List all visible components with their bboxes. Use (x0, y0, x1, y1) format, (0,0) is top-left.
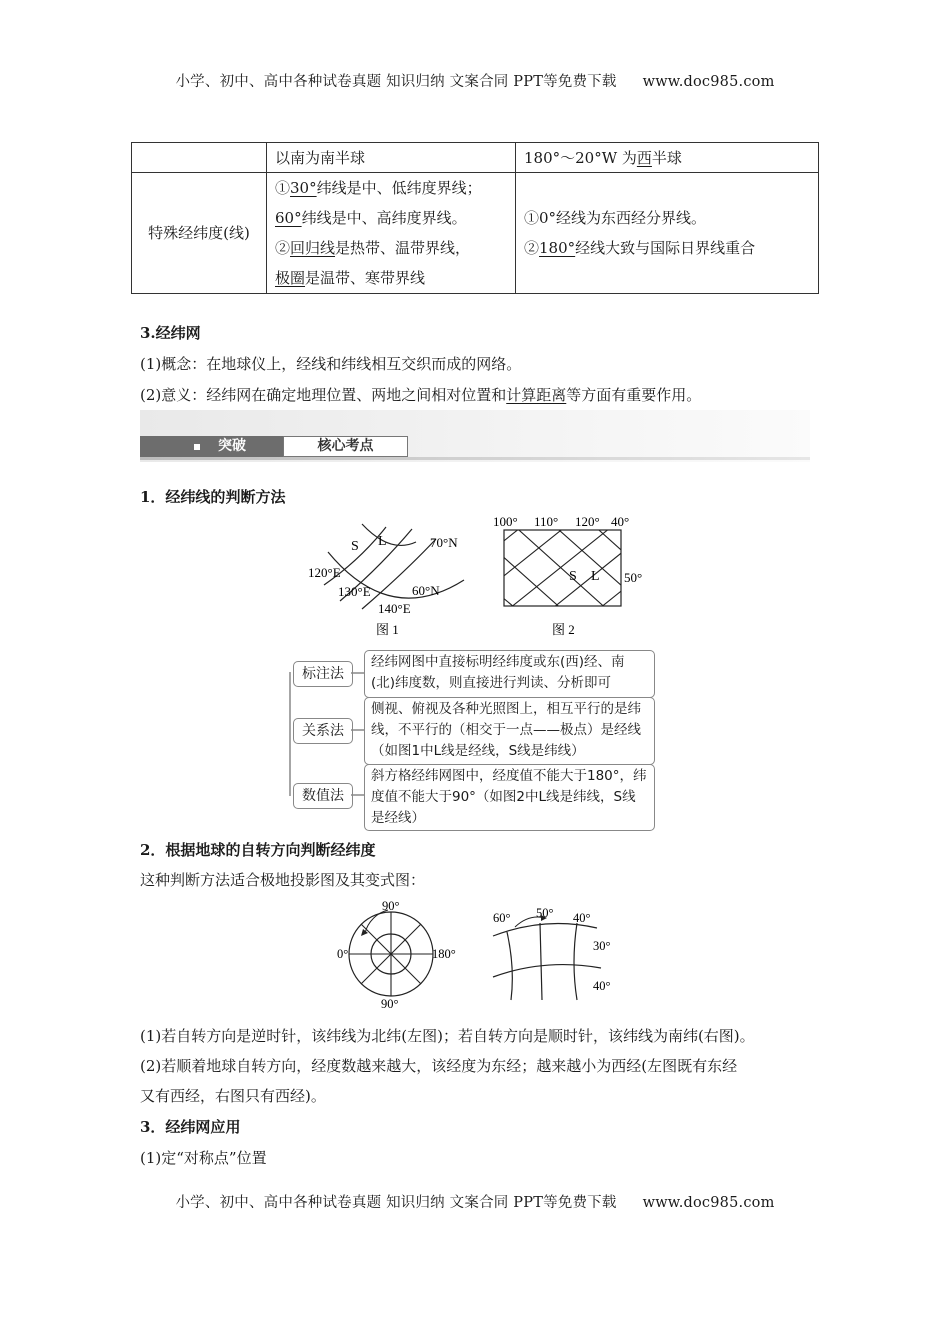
underlined-text: 极圈 (275, 269, 306, 287)
fig1-label: S (351, 539, 359, 554)
meridian-line (507, 932, 512, 1000)
paragraph: (1)概念：在地球仪上，经线和纬线相互交织而成的网络。 (140, 355, 522, 373)
table-cell (516, 173, 819, 294)
fig1-label: 120°E (308, 565, 341, 580)
banner-stripe (140, 457, 810, 460)
fig1-label: 140°E (378, 601, 411, 616)
grid-figure (485, 898, 625, 1003)
polar-label: 0° (337, 947, 349, 961)
cell-text: 纬线是中、高纬度界线。 (301, 209, 467, 227)
fig2-line (490, 587, 520, 612)
fig2-line (595, 584, 630, 612)
method-label: 标注法 (293, 661, 353, 687)
cell-text: 半球 (651, 149, 682, 167)
underlined-text: 回归线 (290, 239, 336, 257)
footer-site: www.doc985.com (642, 1195, 775, 1211)
section-banner (140, 410, 810, 462)
underlined-text: 180° (539, 239, 576, 257)
cell-text: 以南为南半球 (275, 149, 366, 167)
header-text: 小学、初中、高中各种试卷真题 知识归纳 文案合同 PPT等免费下载 (175, 74, 617, 90)
table-cell (516, 143, 819, 173)
table-cell: 特殊经纬度(线) (132, 173, 267, 294)
method-text: 斜方格经纬网图中，经度值不能大于180°，纬度值不能大于90°（如图2中L线是纬线，S线是经线） (364, 764, 655, 831)
heading-3: 3．经纬网应用 (140, 1118, 241, 1136)
square-icon (194, 444, 200, 450)
underlined-text: 计算距离 (506, 386, 567, 404)
fig2-label: 40° (611, 514, 630, 529)
meridian-line (574, 923, 577, 1000)
paragraph: (2)若顺着地球自转方向，经度数越来越大，该经度为东经；越来越小为西经(左图既有东经 (140, 1057, 738, 1075)
cell-text: 是热带、温带界线， (335, 239, 471, 257)
footer-text: 小学、初中、高中各种试卷真题 知识归纳 文案合同 PPT等免费下载 (175, 1195, 617, 1211)
banner-left-text: 突破 (218, 438, 246, 454)
underlined-text: 60° (275, 209, 302, 227)
rotation-arrow (365, 910, 388, 933)
section-heading: 3.经纬网 (140, 324, 201, 342)
table-cell (267, 173, 516, 294)
heading-2: 2．根据地球的自转方向判断经纬度 (140, 841, 376, 859)
paragraph: 这种判断方法适合极地投影图及其变式图： (140, 871, 426, 889)
fig1-line (362, 539, 436, 609)
paragraph: (1)定“对称点”位置 (140, 1149, 267, 1167)
grid-label: 50° (536, 906, 554, 920)
method-label: 关系法 (293, 718, 353, 744)
fig2-line (505, 524, 615, 612)
method-text: 侧视、俯视及各种光照图上，相互平行的是纬线，不平行的（相交于一点——极点）是经线（如图1中L线是经线，S线是纬线） (364, 697, 655, 765)
meridians (349, 912, 433, 996)
table-cell (267, 143, 516, 173)
cell-text: 180°～20°W 为 (524, 149, 637, 167)
fig2-line (548, 546, 630, 612)
polar-label: 180° (432, 947, 456, 961)
fig2-label: S (569, 569, 577, 584)
meridian-line (540, 923, 542, 1000)
grid-label: 30° (593, 939, 611, 953)
cell-text: 经线大致与国际日界线重合 (575, 239, 756, 257)
fig2-line (490, 545, 565, 612)
fig2-line (510, 522, 610, 612)
grid-label: 60° (493, 911, 511, 925)
parallel-line (493, 924, 597, 937)
table-row (132, 173, 819, 294)
fig2-label: 50° (624, 570, 643, 585)
method-text: 经纬网图中直接标明经纬度或东(西)经、南(北)纬度数，则直接进行判读、分析即可 (364, 650, 655, 698)
text-span: (2)意义：经纬网在确定地理位置、两地之间相对位置和 (140, 386, 507, 404)
fig2-label: 120° (575, 514, 600, 529)
paragraph: (1)若自转方向是逆时针，该纬线为北纬(左图)；若自转方向是顺时针，该纬线为南纬(右图)。 (140, 1027, 755, 1045)
cell-text: ① (275, 179, 291, 197)
fig1-label: 70°N (430, 535, 458, 550)
fig2-label: L (591, 569, 600, 584)
polar-figure (330, 898, 465, 1013)
figure-1 (300, 512, 480, 642)
text-span: 等方面有重要作用。 (566, 386, 702, 404)
table-row (132, 143, 819, 173)
fig2-caption: 图 2 (552, 622, 575, 637)
underlined-text: 30° (290, 179, 317, 197)
fig1-label: 130°E (338, 584, 371, 599)
fig1-caption: 图 1 (376, 622, 399, 637)
knowledge-table (131, 142, 819, 294)
paragraph (140, 384, 701, 405)
method-ticks (351, 660, 365, 810)
polar-label: 90° (381, 997, 399, 1011)
table-cell (132, 143, 267, 173)
fig1-label: 60°N (412, 583, 440, 598)
fig2-label: 110° (534, 514, 559, 529)
header-site: www.doc985.com (642, 74, 775, 90)
cell-text: ①0°经线为东西经分界线。 (524, 209, 707, 227)
grid-label: 40° (573, 911, 591, 925)
page-footer (0, 1191, 950, 1212)
cell-text: 纬线是中、低纬度界线； (316, 179, 482, 197)
underlined-text: 西 (636, 149, 652, 167)
paragraph: 又有西经，右图只有西经)。 (140, 1087, 326, 1105)
banner-tag-core: 核心考点 (283, 436, 408, 457)
method-label: 数值法 (293, 783, 353, 809)
banner-tag-breakthrough (140, 436, 283, 457)
cell-text: ② (275, 239, 291, 257)
fig2-line (550, 522, 643, 602)
polar-label: 90° (382, 899, 400, 913)
cell-text: 是温带、寒带界线 (305, 269, 426, 287)
fig1-label: L (378, 534, 387, 549)
figure-2 (490, 512, 660, 642)
fig2-label: 100° (493, 514, 518, 529)
grid-label: 40° (593, 979, 611, 993)
cell-text: ② (524, 239, 540, 257)
page-header (0, 70, 950, 91)
heading-1: 1．经纬线的判断方法 (140, 488, 286, 506)
parallel-line (493, 965, 601, 977)
